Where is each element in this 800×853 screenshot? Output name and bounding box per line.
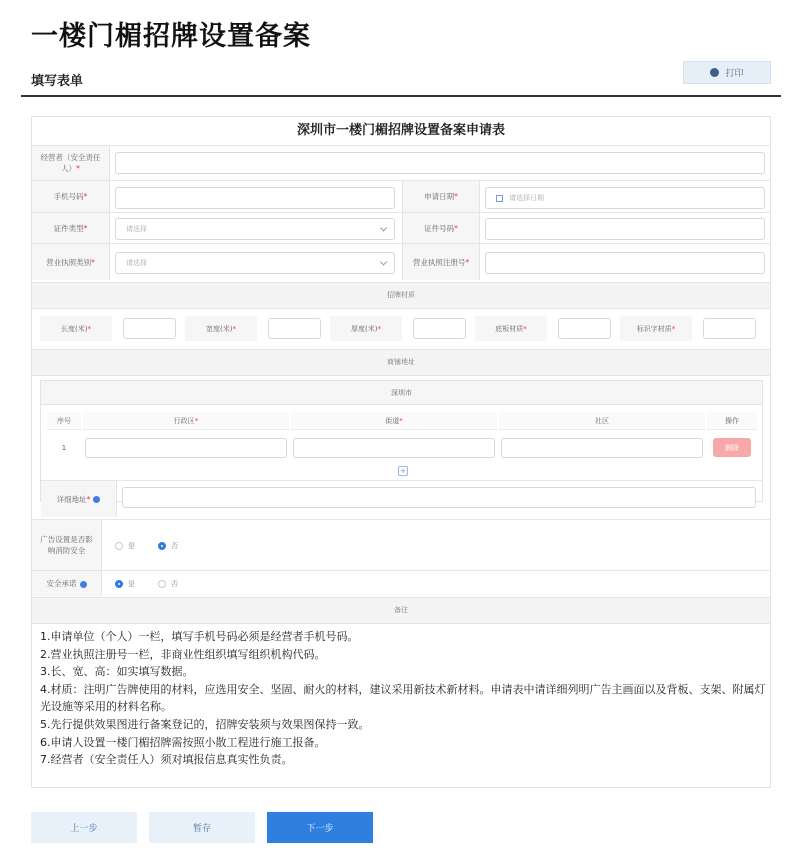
safety-promise-label: 安全承诺 (32, 571, 102, 596)
fire-safety-no-radio[interactable]: 否 (158, 541, 178, 551)
safety-promise-no-radio[interactable]: 否 (158, 579, 178, 589)
note-line: 5.先行提供效果图进行备案登记的，招牌安装须与效果图保持一致。 (40, 717, 370, 731)
delete-row-button[interactable]: 删除 (713, 438, 751, 457)
save-draft-button[interactable]: 暂存 (149, 812, 255, 843)
fire-safety-label: 广告设置是否影响消防安全 (32, 520, 102, 570)
col-street: 街道* (291, 412, 497, 430)
row-index: 1 (61, 444, 67, 452)
apply-date-label: 申请日期* (402, 181, 480, 212)
help-icon[interactable] (93, 496, 100, 503)
address-city: 深圳市 (41, 381, 762, 405)
detail-address-input[interactable] (122, 487, 756, 508)
chevron-down-icon (380, 224, 387, 231)
add-row-button[interactable]: + (398, 466, 408, 476)
detail-address-label: 详细地址* (41, 481, 117, 517)
row-divider (41, 480, 762, 481)
row-divider (32, 212, 770, 213)
license-no-input[interactable] (485, 252, 765, 274)
note-line: 2.营业执照注册号一栏，非商业性组织填写组织机构代码。 (40, 647, 326, 661)
note-line: 7.经营者（安全责任人）须对填报信息真实性负责。 (40, 753, 293, 767)
id-number-label: 证件号码* (402, 213, 480, 243)
length-label: 长度(米) * (40, 316, 112, 341)
thickness-input[interactable] (413, 318, 466, 339)
radio-checked (115, 580, 123, 588)
title-divider (21, 95, 781, 97)
operator-label: 经营者（安全责任人）* (32, 146, 110, 180)
page-title: 一楼门楣招牌设置备案 (31, 21, 311, 52)
district-input[interactable] (85, 438, 287, 458)
print-button[interactable] (683, 61, 771, 84)
address-section-header: 商铺地址 (32, 349, 770, 376)
note-line: 1.申请单位（个人）一栏，填写手机号码必须是经营者手机号码。 (40, 630, 359, 643)
width-input[interactable] (268, 318, 321, 339)
note-line: 4.材质：注明广告牌使用的材料，应选用安全、坚固、耐火的材料，建议采用新技术新材料。申请表中请详细列明广告主画面以及背板、支架、附属灯光设施等采用的材料名称。 (40, 682, 766, 714)
row-divider (32, 145, 770, 146)
prev-step-button[interactable]: 上一步 (31, 812, 137, 843)
row-divider (32, 180, 770, 181)
calendar-icon (496, 195, 503, 202)
address-table (40, 380, 763, 502)
license-no-label: 营业执照注册号* (402, 244, 480, 280)
base-material-label: 底板材质 * (475, 316, 547, 341)
remarks-section-header: 备注 (32, 597, 770, 624)
note-line: 3.长、宽、高：如实填写数据。 (40, 665, 194, 679)
col-district: 行政区* (83, 412, 289, 430)
note-line: 6.申请人设置一楼门楣招牌需按照小散工程进行施工报备。 (40, 735, 326, 749)
text-material-input[interactable] (703, 318, 756, 339)
id-type-select[interactable]: 请选择 (115, 218, 395, 240)
license-type-label: 营业执照类别* (32, 244, 110, 280)
width-label: 宽度(米) * (185, 316, 257, 341)
help-icon[interactable] (80, 581, 87, 588)
radio-checked (158, 542, 166, 550)
material-section-header: 招牌材质 (32, 282, 770, 309)
application-form (31, 116, 771, 788)
next-step-button[interactable]: 下一步 (267, 812, 373, 843)
id-type-label: 证件类型* (32, 213, 110, 243)
community-input[interactable] (501, 438, 703, 458)
fire-safety-yes-radio[interactable]: 是 (115, 541, 135, 551)
row-divider (32, 519, 770, 520)
id-number-input[interactable] (485, 218, 765, 240)
radio-unchecked (158, 580, 166, 588)
apply-date-picker[interactable]: 请选择日期 (485, 187, 765, 209)
phone-label: 手机号码* (32, 181, 110, 212)
col-community: 社区 (499, 412, 705, 430)
form-section-title: 填写表单 (31, 74, 84, 89)
length-input[interactable] (123, 318, 176, 339)
license-type-select[interactable]: 请选择 (115, 252, 395, 274)
form-heading: 深圳市一楼门楣招牌设置备案申请表 (296, 123, 505, 138)
thickness-label: 厚度(米) * (330, 316, 402, 341)
col-index: 序号 (47, 412, 81, 430)
print-icon (710, 68, 719, 77)
chevron-down-icon (380, 258, 387, 265)
street-input[interactable] (293, 438, 495, 458)
print-label: 打印 (725, 69, 744, 79)
radio-unchecked (115, 542, 123, 550)
operator-input[interactable] (115, 152, 765, 174)
row-divider (32, 243, 770, 244)
row-divider (32, 570, 770, 571)
base-material-input[interactable] (558, 318, 611, 339)
col-action: 操作 (707, 412, 757, 430)
safety-promise-yes-radio[interactable]: 是 (115, 579, 135, 589)
text-material-label: 标识字材质 * (620, 316, 692, 341)
remarks-notes (40, 628, 770, 769)
phone-input[interactable] (115, 187, 395, 209)
